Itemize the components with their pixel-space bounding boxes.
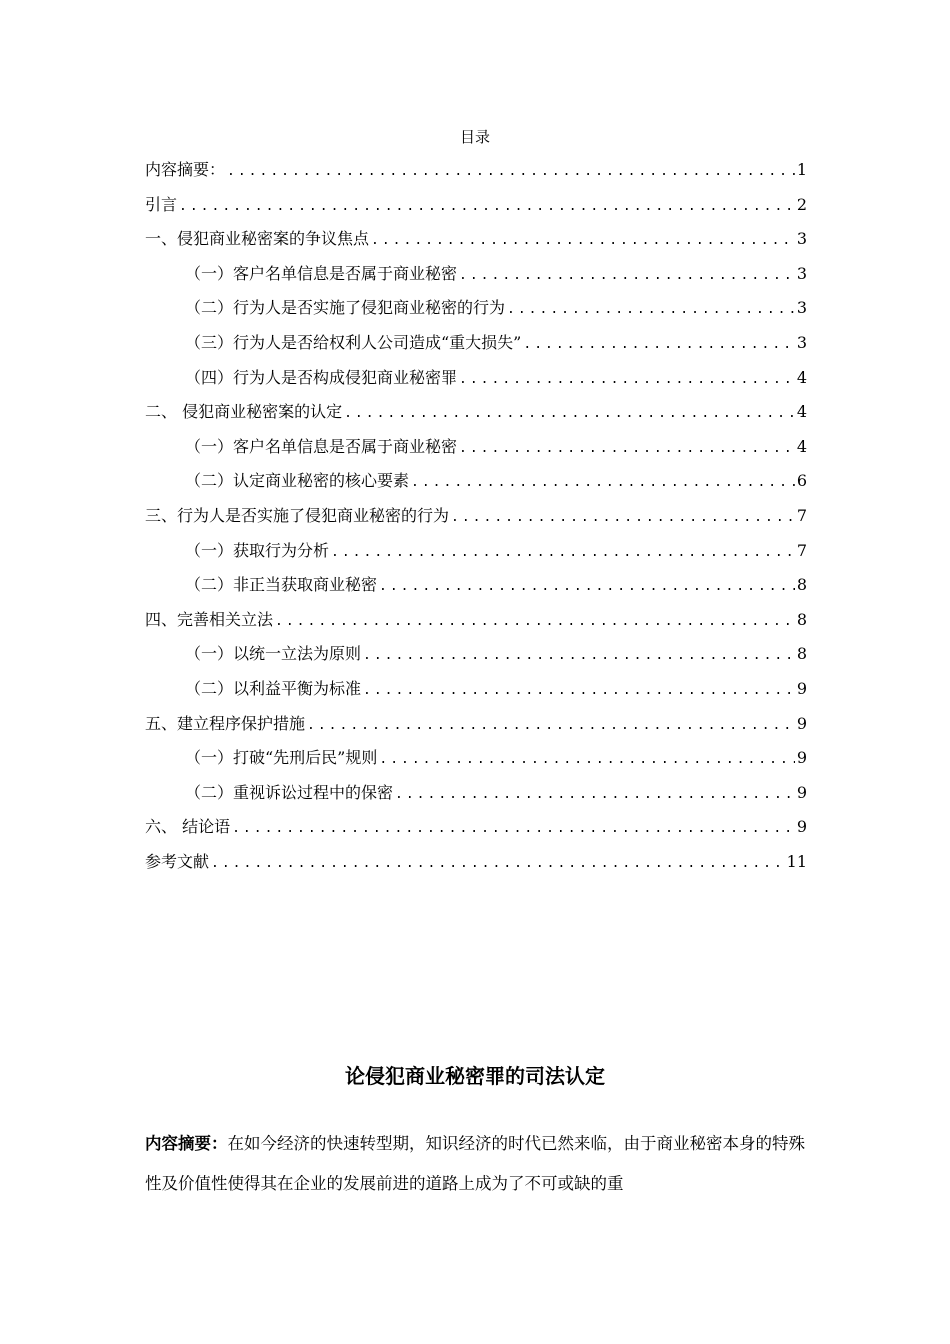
toc-entry-page: 8	[796, 575, 807, 595]
toc-dot-leader	[451, 506, 795, 530]
toc-entry-page: 3	[796, 229, 807, 249]
toc-dot-leader	[363, 644, 795, 668]
toc-entry[interactable]	[145, 815, 807, 850]
toc-entry[interactable]	[145, 642, 807, 677]
toc-entry-label: （二）重视诉讼过程中的保密	[185, 782, 394, 802]
toc-dot-leader	[507, 298, 795, 322]
toc-entry-page: 6	[796, 471, 807, 491]
toc-entry-label: 五、建立程序保护措施	[145, 713, 306, 733]
toc-entry-label: 内容摘要：	[145, 160, 226, 179]
toc-entry-label: （二）认定商业秘密的核心要素	[185, 471, 410, 491]
toc-title: 目录	[459, 128, 490, 146]
toc-entry-page: 3	[796, 332, 807, 352]
toc-entry-label: 四、完善相关立法	[145, 609, 274, 629]
toc-entry-label: 二、 侵犯商业秘密案的认定	[145, 402, 343, 422]
toc-entry-label: （一）获取行为分析	[185, 540, 330, 560]
toc-entry[interactable]	[145, 677, 807, 712]
toc-dot-leader	[179, 195, 795, 219]
toc-entry[interactable]	[145, 158, 807, 193]
toc-entry-page: 7	[796, 505, 807, 525]
toc-entry-label: （一）以统一立法为原则	[185, 644, 362, 664]
toc-entry-page: 9	[796, 748, 807, 768]
abstract-text: 在如今经济的快速转型期，知识经济的时代已然来临，由于商业秘密本身的特殊性及价值性使得其在企业的发展前进的道路上成为了不可或缺的重	[145, 1134, 805, 1193]
toc-entry[interactable]	[145, 504, 807, 539]
toc-entry-page: 4	[796, 436, 807, 456]
toc-entry-label: （二）行为人是否实施了侵犯商业秘密的行为	[185, 298, 506, 318]
toc-entry[interactable]	[145, 608, 807, 643]
toc-entry-page: 9	[796, 817, 807, 837]
toc-entry[interactable]	[145, 262, 807, 297]
toc-entry[interactable]	[145, 781, 807, 816]
toc-entry[interactable]	[145, 400, 807, 435]
toc-entry-label: （二）非正当获取商业秘密	[185, 575, 378, 595]
toc-entry-label: 一、侵犯商业秘密案的争议焦点	[145, 229, 370, 249]
abstract-paragraph	[145, 1124, 807, 1204]
toc-entry-page: 8	[796, 644, 807, 664]
toc-entry-page: 9	[796, 678, 807, 698]
toc-dot-leader	[411, 471, 795, 495]
toc-dot-leader	[232, 817, 795, 841]
toc-dot-leader	[523, 333, 794, 357]
toc-entry-page: 8	[796, 609, 807, 629]
toc-entry[interactable]	[145, 227, 807, 262]
toc-entry-label: （一）客户名单信息是否属于商业秘密	[185, 436, 458, 456]
toc-dot-leader	[344, 402, 795, 426]
toc-entry[interactable]	[145, 469, 807, 504]
toc-entry[interactable]	[145, 366, 807, 401]
toc-entry[interactable]	[145, 746, 807, 781]
toc-dot-leader	[371, 229, 795, 253]
toc-entry-page: 3	[796, 263, 807, 283]
toc-entry-page: 1	[796, 160, 807, 179]
toc-dot-leader	[459, 437, 795, 461]
toc-entry-label: （四）行为人是否构成侵犯商业秘密罪	[185, 367, 458, 387]
toc-entry-label: 参考文献	[145, 851, 210, 871]
toc-entry-page: 9	[796, 713, 807, 733]
toc-dot-leader	[307, 714, 795, 738]
toc-entry-page: 3	[796, 298, 807, 318]
toc-entry-label: 三、行为人是否实施了侵犯商业秘密的行为	[145, 505, 450, 525]
toc-dot-leader	[275, 610, 795, 634]
toc-entry-page: 9	[796, 782, 807, 802]
toc-dot-leader	[363, 679, 795, 703]
toc-dot-leader	[331, 541, 795, 565]
toc-entry-label: 六、 结论语	[145, 817, 231, 837]
toc-entry-label: 引言	[145, 194, 178, 214]
toc-entry[interactable]	[145, 573, 807, 608]
toc-entry[interactable]	[145, 296, 807, 331]
toc-entry-page: 2	[796, 194, 807, 214]
toc-entry-page: 4	[796, 367, 807, 387]
toc-entry[interactable]	[145, 850, 807, 885]
document-title: 论侵犯商业秘密罪的司法认定	[345, 1064, 605, 1088]
toc-entry-label: （三）行为人是否给权利人公司造成“重大损失”	[185, 332, 522, 352]
toc-entry-page: 4	[796, 402, 807, 422]
toc-entry-label: （一）打破“先刑后民”规则	[185, 748, 378, 768]
toc-dot-leader	[459, 368, 795, 392]
toc-entry-page: 7	[796, 540, 807, 560]
abstract-label: 内容摘要：	[145, 1134, 228, 1153]
toc-entry[interactable]	[145, 193, 807, 228]
toc-entry-label: （二）以利益平衡为标准	[185, 678, 362, 698]
toc-dot-leader	[395, 783, 795, 807]
toc-entry[interactable]	[145, 435, 807, 470]
toc-entry[interactable]	[145, 539, 807, 574]
toc-dot-leader	[211, 852, 785, 876]
toc-entry-label: （一）客户名单信息是否属于商业秘密	[185, 263, 458, 283]
toc-dot-leader	[379, 575, 795, 599]
toc-dot-leader	[227, 160, 795, 184]
toc-entry[interactable]	[145, 712, 807, 747]
toc-dot-leader	[379, 748, 794, 772]
toc-entry-page: 11	[786, 851, 807, 871]
toc-dot-leader	[459, 264, 795, 288]
table-of-contents	[145, 158, 807, 884]
toc-entry[interactable]	[145, 331, 807, 366]
